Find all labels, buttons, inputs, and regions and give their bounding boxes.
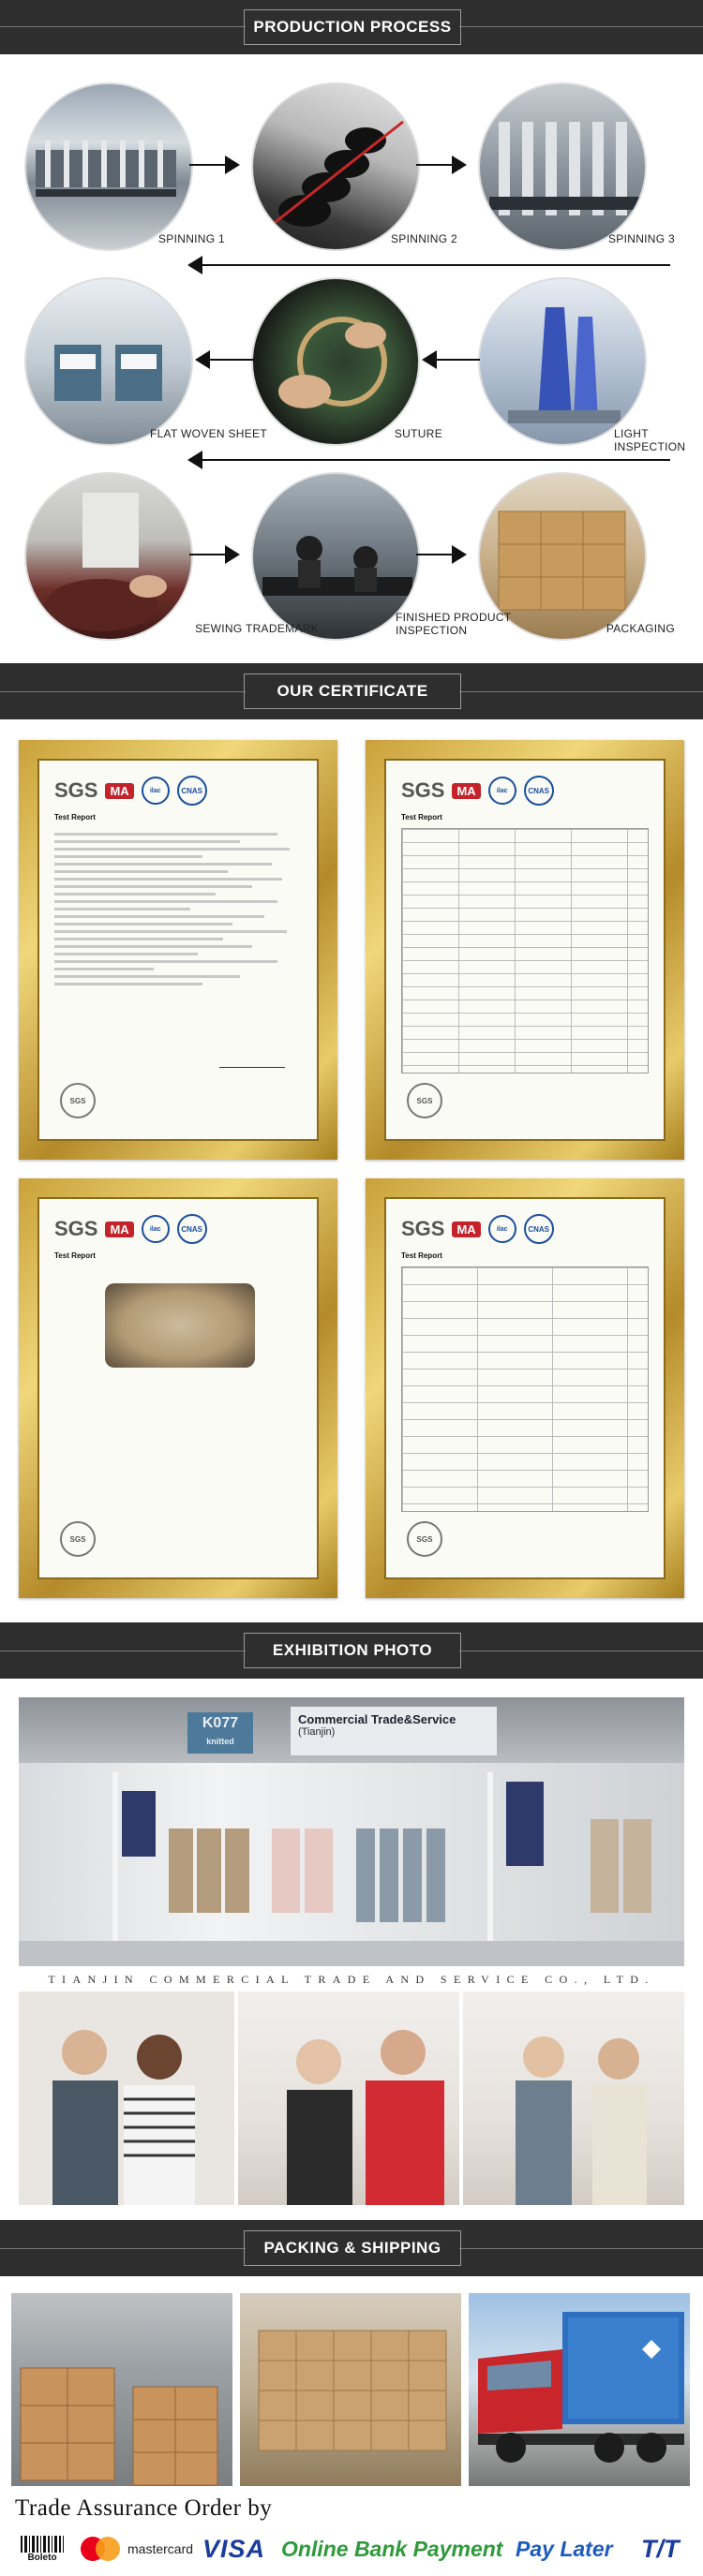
certificate-heading: Test Report xyxy=(54,1251,96,1260)
ilac-seal-icon: ilac xyxy=(142,1215,170,1243)
arrow-right-icon xyxy=(452,545,467,564)
cnas-logo: CNAS xyxy=(524,1214,554,1244)
suture-photo xyxy=(251,277,420,446)
certificate-results-table xyxy=(401,1266,649,1512)
sgs-logo: SGS xyxy=(54,1217,98,1240)
step-label-packaging: PACKAGING xyxy=(606,622,675,635)
step-label-spinning-2: SPINNING 2 xyxy=(390,232,457,245)
sgs-logo: SGS xyxy=(401,778,445,802)
ilac-seal-icon: ilac xyxy=(488,777,516,805)
arrow-left-icon xyxy=(422,350,437,369)
arrow-left-icon xyxy=(187,451,202,469)
warehouse-boxes-photo xyxy=(11,2293,232,2486)
production-title: PRODUCTION PROCESS xyxy=(244,9,461,45)
certificate-results-table xyxy=(401,828,649,1073)
spinning-1-photo xyxy=(24,82,193,251)
boleto-logo: Boleto xyxy=(15,2532,69,2566)
cnas-logo: CNAS xyxy=(177,1214,207,1244)
certificate-frame xyxy=(366,1178,684,1598)
sample-photo xyxy=(105,1283,255,1368)
exhibition-booth-photo xyxy=(19,1697,684,1966)
company-banner: Commercial Trade&Service (Tianjin) xyxy=(291,1707,497,1755)
sgs-stamp: SGS xyxy=(60,1521,96,1557)
step-label-spinning-1: SPINNING 1 xyxy=(157,232,225,245)
online-bank-payment-logo: Online Bank Payment xyxy=(281,2536,503,2561)
certificate-header-bar xyxy=(0,663,703,719)
step-label-flat-woven-sheet: FLAT WOVEN SHEET xyxy=(149,427,267,440)
ma-logo: MA xyxy=(105,1221,133,1237)
step-label-suture: SUTURE xyxy=(394,427,442,440)
sgs-logo: SGS xyxy=(401,1217,445,1240)
booth-sign: K077 knitted xyxy=(187,1712,253,1754)
arrow-left-icon xyxy=(187,256,202,274)
sgs-stamp: SGS xyxy=(407,1521,442,1557)
spinning-2-photo xyxy=(251,82,420,251)
certificate-text-block xyxy=(54,828,302,1083)
ilac-seal-icon: ilac xyxy=(488,1215,516,1243)
signature xyxy=(219,1052,285,1068)
trade-assurance-title: Trade Assurance Order by xyxy=(15,2495,273,2521)
step-label-sewing-trademark: SEWING TRADEMARK xyxy=(195,622,319,635)
exhibition-title: EXHIBITION PHOTO xyxy=(244,1633,461,1668)
arrow-left-icon xyxy=(195,350,210,369)
packing-title: PACKING & SHIPPING xyxy=(244,2230,461,2266)
ma-logo: MA xyxy=(452,1221,480,1237)
step-label-light-inspection: LIGHT INSPECTION xyxy=(614,427,686,453)
sewing-trademark-photo xyxy=(24,472,193,641)
finished-product-inspection-photo xyxy=(251,472,420,641)
payment-methods xyxy=(15,2532,690,2566)
arrow-right-icon xyxy=(225,545,240,564)
light-inspection-photo xyxy=(478,277,647,446)
sgs-logo: SGS xyxy=(54,778,98,802)
visa-logo: VISA xyxy=(202,2534,266,2563)
shipping-truck-photo xyxy=(469,2293,690,2486)
exhibition-header-bar xyxy=(0,1622,703,1679)
arrow-right-icon xyxy=(452,155,467,174)
exhibition-people-photo xyxy=(19,1991,684,2205)
cnas-logo: CNAS xyxy=(524,776,554,806)
certificate-heading: Test Report xyxy=(54,813,96,822)
flat-woven-sheet-photo xyxy=(24,277,193,446)
ilac-seal-icon: ilac xyxy=(142,777,170,805)
step-label-spinning-3: SPINNING 3 xyxy=(607,232,675,245)
step-label-finished-product-inspection: FINISHED PRODUCT INSPECTION xyxy=(396,611,512,637)
production-header-bar xyxy=(0,0,703,54)
certificate-heading: Test Report xyxy=(401,1251,442,1260)
certificate-heading: Test Report xyxy=(401,813,442,822)
certificate-title: OUR CERTIFICATE xyxy=(244,674,461,709)
pay-later-logo: Pay Later xyxy=(516,2536,613,2561)
company-name: TIANJIN COMMERCIAL TRADE AND SERVICE CO., LTD. xyxy=(48,1973,655,1986)
tt-logo: T/T xyxy=(641,2534,680,2563)
mastercard-logo: mastercard xyxy=(79,2532,210,2566)
warehouse-stack-photo xyxy=(240,2293,461,2486)
arrow-right-icon xyxy=(225,155,240,174)
spinning-3-photo xyxy=(478,82,647,251)
ma-logo: MA xyxy=(105,783,133,799)
certificate-frame xyxy=(19,740,337,1160)
certificate-frame xyxy=(366,740,684,1160)
ma-logo: MA xyxy=(452,783,480,799)
packing-header-bar xyxy=(0,2220,703,2276)
certificate-frame xyxy=(19,1178,337,1598)
sgs-stamp: SGS xyxy=(60,1083,96,1118)
cnas-logo: CNAS xyxy=(177,776,207,806)
sgs-stamp: SGS xyxy=(407,1083,442,1118)
